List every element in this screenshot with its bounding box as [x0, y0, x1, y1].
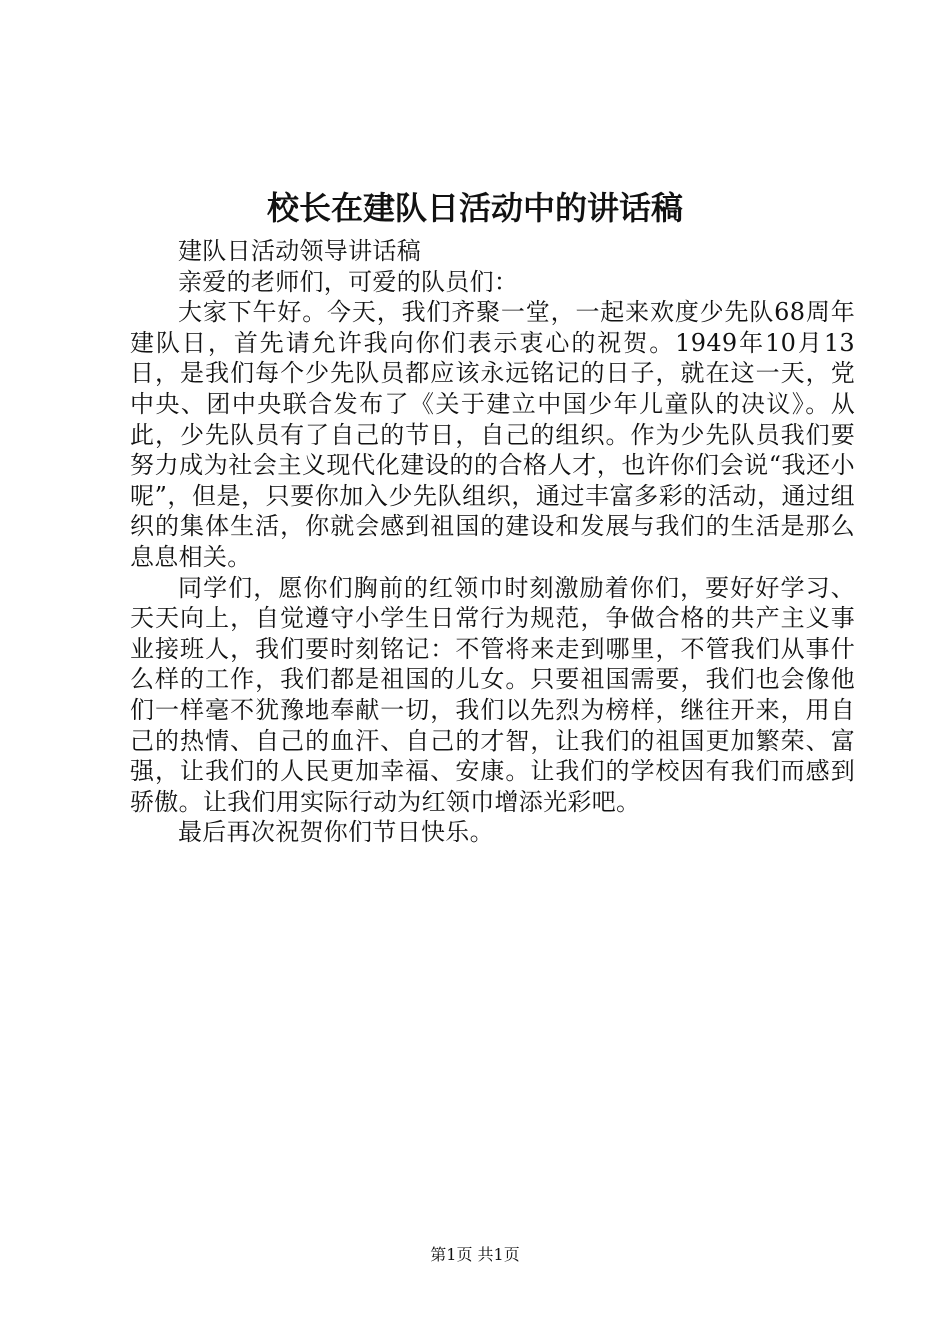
document-title: 校长在建队日活动中的讲话稿: [266, 189, 683, 227]
page-number: 第1页 共1页: [430, 1245, 520, 1264]
paragraph-closing: 最后再次祝贺你们节日快乐。: [178, 818, 494, 847]
paragraph-body-1: 大家下午好。今天，我们齐聚一堂，一起来欢度少先队68周年建队日，首先请允许我向你们表示衷心的祝贺。1949年10月13日，是我们每个少先队员都应该永远铭记的日子，就在这一天，党中央、团中央联合发布了《关于建立中国少年儿童队的决议》。从此，少先队员有了自己的节日，自己的组织。作为少先队员我们要努力成为社会主义现代化建设的的合格人才，也许你们会说“我还小呢”，但是，只要你加入少先队组织，通过丰富多彩的活动，通过组织的集体生活，你就会感到祖国的建设和发展与我们的生活是那么息息相关。: [130, 298, 855, 571]
paragraph-body-2: 同学们，愿你们胸前的红领巾时刻激励着你们，要好好学习、天天向上，自觉遵守小学生日常行为规范，争做合格的共产主义事业接班人，我们要时刻铭记：不管将来走到哪里，不管我们从事什么样的工作，我们都是祖国的儿女。只要祖国需要，我们也会像他们一样毫不犹豫地奉献一切，我们以先烈为榜样，继往开来，用自己的热情、自己的血汗、自己的才智，让我们的祖国更加繁荣、富强，让我们的人民更加幸福、安康。让我们的学校因有我们而感到骄傲。让我们用实际行动为红领巾增添光彩吧。: [130, 573, 855, 816]
paragraph-subtitle: 建队日活动领导讲话稿: [178, 237, 421, 265]
document-body: [130, 236, 855, 848]
paragraph-greeting: 亲爱的老师们，可爱的队员们：: [178, 267, 519, 296]
